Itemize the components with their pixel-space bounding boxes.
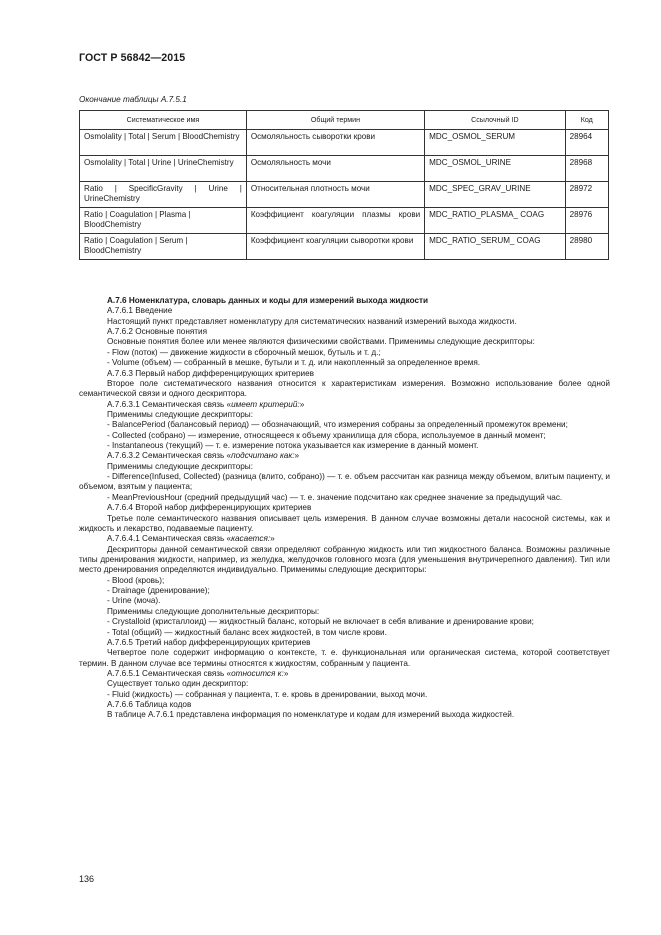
cell-reference-id: MDC_SPEC_GRAV_URINE [425,182,565,208]
paragraph: Дескрипторы данной семантической связи определяют собранную жидкость или тип жидкостного баланса. Возможны различные типы дренирования жидкости, например, из желудка, желудочков головного мозга (для уменьшения внутричерепного давления). Тип или место дренирования определяются индивидуально. Применимы следующие дескрипторы: [79,544,610,575]
cell-common-term: Осмоляльность сыворотки крови [246,130,424,156]
relation-name: подсчитано как: [231,451,295,461]
list-item: - Urine (моча). [107,596,161,606]
cell-common-term: Осмоляльность мочи [246,156,424,182]
cell-common-term: Относительная плотность мочи [246,182,424,208]
cell-code: 28968 [565,156,608,182]
column-header-code: Код [565,111,608,130]
cell-common-term: Коэффициент коагуляции плазмы крови [246,208,424,234]
cell-common-term: Коэффициент коагуляции сыворотки крови [246,234,424,260]
cell-code: 28964 [565,130,608,156]
heading-text: » [299,399,305,409]
table-row [80,234,609,260]
column-header-reference-id: Ссылочный ID [425,111,565,130]
subsection-heading [79,400,610,410]
subsection-heading: А.7.6.5 Третий набор дифференцирующих критериев [107,637,311,647]
table-caption: Окончание таблицы А.7.5.1 [79,95,187,104]
heading-text: А.7.6.4.1 Семантическая связь « [107,534,232,544]
paragraph: Третье поле семантического названия описывает цель измерения. В данном случае возможны детали насосной системы, как и жидкость и лекарство, подаваемые пациенту. [79,513,610,533]
cell-reference-id: MDC_OSMOL_URINE [425,156,565,182]
list-item: - Crystalloid (кристаллоид) — жидкостный баланс, который не включает в себя вливание и дренирование крови; [107,617,534,627]
paragraph: Основные понятия более или менее являются физическими свойствами. Применимы следующие дескрипторы: [107,337,535,347]
cell-reference-id: MDC_RATIO_SERUM_ COAG [425,234,565,260]
document-header: ГОСТ Р 56842—2015 [79,52,186,64]
heading-text: А.7.6.5.1 Семантическая связь « [107,668,232,678]
list-item: - Collected (собрано) — измерение, относящееся к объему хранилища для сбора, используемое в данный момент; [107,430,546,440]
cell-code: 28980 [565,234,608,260]
table-header-row [80,111,609,130]
cell-code: 28972 [565,182,608,208]
heading-text: А.7.6.3.1 Семантическая связь « [107,399,232,409]
table-row [80,130,609,156]
list-item: - Flow (поток) — движение жидкости в сборочный мешок, бутыль и т. д.; [107,347,381,357]
column-header-common-term: Общий термин [246,111,424,130]
cell-systematic-name: Ratio | Coagulation | Plasma | BloodChemistry [80,208,247,234]
list-item: - Fluid (жидкость) — собранная у пациента, т. е. кровь в дренировании, выход мочи. [107,689,428,699]
relation-name: имеет критерий: [231,399,300,409]
subsection-heading [79,534,610,544]
list-item: - Volume (объем) — собранный в мешке, бутыли и т. д. или накопленный за определенное время. [107,358,481,368]
paragraph: Применимы следующие дескрипторы: [107,409,253,419]
paragraph: Настоящий пункт представляет номенклатуру для систематических названий измерений выхода жидкости. [107,316,517,326]
list-item: - Blood (кровь); [107,575,165,585]
list-item: - MeanPreviousHour (средний предыдущий час) — т. е. значение подсчитано как среднее значение за предыдущий час. [107,492,563,502]
subsection-heading: А.7.6.1 Введение [107,306,173,316]
paragraph: В таблице А.7.6.1 представлена информация по номенклатуре и кодам для измерений выхода жидкостей. [107,710,515,720]
cell-systematic-name: Ratio | SpecificGravity | Urine | UrineChemistry [80,182,247,208]
heading-text: А.7.6.3.2 Семантическая связь « [107,451,232,461]
paragraph: Четвертое поле содержит информацию о контексте, т. е. функциональная или органическая система, которой соответствует термин. В данном случае все термины относятся к жидкостям, собранным у пациента. [79,648,610,668]
page-number: 136 [79,874,95,884]
body-text [79,296,610,721]
list-item: - BalancePeriod (балансовый период) — обозначающий, что измерения собраны за определенный промежуток времени; [107,420,568,430]
cell-code: 28976 [565,208,608,234]
paragraph: Применимы следующие дополнительные дескрипторы: [107,606,320,616]
paragraph: Применимы следующие дескрипторы: [107,461,253,471]
subsection-heading: А.7.6.3 Первый набор дифференцирующих критериев [107,368,315,378]
subsection-heading: А.7.6.4 Второй набор дифференцирующих критериев [107,503,312,513]
heading-text: » [294,451,300,461]
list-item: - Instantaneous (текущий) — т. е. измерение потока указывается как измерение в данный момент. [107,441,479,451]
heading-text: » [283,668,289,678]
subsection-heading: А.7.6.2 Основные понятия [107,327,208,337]
relation-name: касается: [231,534,271,544]
subsection-heading: А.7.6.6 Таблица кодов [107,700,192,710]
cell-systematic-name: Ratio | Coagulation | Serum | BloodChemistry [80,234,247,260]
cell-reference-id: MDC_OSMOL_SERUM [425,130,565,156]
nomenclature-table [79,110,609,260]
list-item: - Drainage (дренирование); [107,586,210,596]
list-item: - Difference(Infused, Collected) (разница (влито, собрано)) — т. е. объем рассчитан как разница между объемом, влитым пациенту, и объемом, взятым у пациента; [79,472,610,492]
table-row [80,208,609,234]
subsection-heading [79,451,610,461]
list-item: - Total (общий) — жидкостный баланс всех жидкостей, в том числе крови. [107,627,387,637]
subsection-heading [79,669,610,679]
table-row [80,156,609,182]
cell-systematic-name: Osmolality | Total | Urine | UrineChemistry [80,156,247,182]
relation-name: относится к: [231,668,284,678]
table-row [80,182,609,208]
section-title: А.7.6 Номенклатура, словарь данных и коды для измерений выхода жидкости [107,296,429,305]
cell-systematic-name: Osmolality | Total | Serum | BloodChemistry [80,130,247,156]
paragraph: Существует только один дескриптор: [107,679,249,689]
column-header-systematic-name: Систематическое имя [80,111,247,130]
paragraph: Второе поле систематического названия относится к характеристикам измерения. Возможно использование более одной семантической связи и одного дескриптора. [79,378,610,399]
cell-reference-id: MDC_RATIO_PLASMA_ COAG [425,208,565,234]
heading-text: » [270,534,275,544]
